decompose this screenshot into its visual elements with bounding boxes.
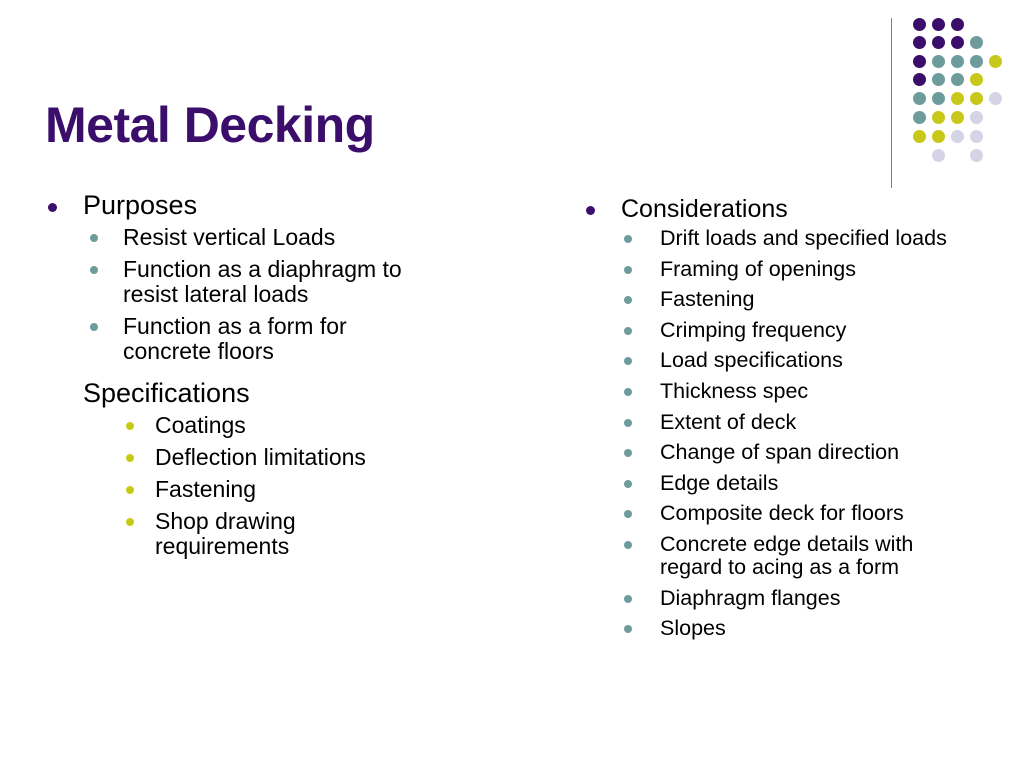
list-item-text: Diaphragm flanges: [660, 585, 841, 610]
bullet-dot-icon: [126, 486, 134, 494]
decorative-dot: [932, 111, 945, 124]
purposes-heading: Purposes: [83, 190, 198, 220]
decorative-dot: [913, 130, 926, 143]
list-item: [45, 477, 495, 502]
decorative-dot: [989, 92, 1002, 105]
purposes-list: [45, 225, 495, 364]
bullet-dot-icon: [624, 510, 632, 518]
decorative-dot: [913, 55, 926, 68]
list-item-text: Extent of deck: [660, 409, 797, 434]
list-item: [45, 445, 495, 470]
decorative-dot: [970, 36, 983, 49]
bullet-dot-icon: [126, 454, 134, 462]
decorative-dot: [932, 92, 945, 105]
bullet-dot-icon: [624, 480, 632, 488]
bullet-dot-icon: [624, 357, 632, 365]
list-item-text: Function as a diaphragm to resist lateral loads: [123, 256, 402, 307]
decorative-dot: [932, 149, 945, 162]
list-item: [583, 617, 1013, 640]
list-item-text: Crimping frequency: [660, 317, 847, 342]
list-item: [45, 413, 495, 438]
bullet-dot-icon: [624, 235, 632, 243]
specifications-list: [45, 413, 495, 559]
bullet-dot-icon: [624, 419, 632, 427]
list-item-text: Framing of openings: [660, 256, 856, 281]
list-item-text: Resist vertical Loads: [123, 224, 336, 250]
bullet-dot-icon: [624, 449, 632, 457]
list-item-text: Slopes: [660, 616, 726, 641]
bullet-dot-icon: [624, 296, 632, 304]
list-item: [583, 349, 1013, 372]
considerations-heading: Considerations: [621, 195, 788, 223]
list-item: [45, 257, 443, 307]
list-item-text: Edge details: [660, 470, 779, 495]
list-item-text: Change of span direction: [660, 440, 900, 465]
list-item-text: Load specifications: [660, 348, 843, 373]
specifications-heading: Specifications: [83, 378, 250, 408]
bullet-dot-icon: [624, 541, 632, 549]
bullet-dot-icon: [586, 206, 595, 215]
decorative-dot: [970, 130, 983, 143]
decorative-dot: [913, 18, 926, 31]
decorative-dot: [951, 130, 964, 143]
decorative-dot: [951, 111, 964, 124]
decorative-dot: [970, 92, 983, 105]
list-item: [583, 441, 1013, 464]
decorative-dot: [970, 55, 983, 68]
list-item-text: Fastening: [155, 476, 257, 502]
list-item: [45, 509, 435, 559]
decorative-divider-line: [891, 18, 892, 188]
decorative-dot: [970, 149, 983, 162]
list-item: [583, 319, 1013, 342]
bullet-dot-icon: [90, 266, 98, 274]
list-item: [45, 314, 423, 364]
list-item-text: Shop drawing requirements: [155, 508, 296, 559]
decorative-dot: [951, 73, 964, 86]
bullet-dot-icon: [90, 323, 98, 331]
bullet-dot-icon: [126, 422, 134, 430]
bullet-dot-icon: [126, 518, 134, 526]
considerations-heading-item: [583, 195, 1013, 223]
decorative-dot: [951, 92, 964, 105]
list-item: [583, 380, 1013, 403]
list-item: [583, 533, 980, 579]
list-item: [583, 288, 1013, 311]
bullet-dot-icon: [624, 266, 632, 274]
list-item: [583, 411, 1013, 434]
list-item: [583, 258, 1013, 281]
bullet-dot-icon: [624, 625, 632, 633]
decorative-dot: [932, 73, 945, 86]
list-item-text: Thickness spec: [660, 378, 809, 403]
list-item-text: Function as a form for concrete floors: [123, 313, 347, 364]
decorative-dot: [913, 36, 926, 49]
decorative-dot: [951, 36, 964, 49]
list-item-text: Fastening: [660, 287, 755, 312]
bullet-dot-icon: [90, 234, 98, 242]
bullet-dot-icon: [624, 595, 632, 603]
decorative-dot: [913, 92, 926, 105]
considerations-list: [583, 227, 1013, 640]
list-item-text: Coatings: [155, 412, 246, 438]
left-content-column: [45, 190, 495, 566]
decorative-dot: [932, 130, 945, 143]
decorative-dot: [932, 55, 945, 68]
slide-title: Metal Decking: [45, 97, 375, 153]
list-item-text: Deflection limitations: [155, 444, 366, 470]
list-item: [583, 227, 1013, 250]
purposes-heading-item: [45, 190, 495, 221]
list-item: [45, 225, 495, 250]
specifications-heading-item: [45, 378, 495, 409]
decorative-dot: [932, 36, 945, 49]
decorative-dot: [951, 55, 964, 68]
decorative-dot: [970, 111, 983, 124]
right-content-column: [583, 195, 1013, 648]
decorative-dot: [970, 73, 983, 86]
list-item: [583, 502, 1013, 525]
decorative-dot: [913, 111, 926, 124]
list-item-text: Concrete edge details with regard to acing as a form: [660, 531, 914, 579]
bullet-dot-icon: [624, 327, 632, 335]
list-item-text: Drift loads and specified loads: [660, 226, 947, 250]
decorative-dot: [951, 18, 964, 31]
list-item-text: Composite deck for floors: [660, 501, 904, 526]
list-item: [583, 472, 1013, 495]
bullet-dot-icon: [624, 388, 632, 396]
decorative-dot: [989, 55, 1002, 68]
list-item: [583, 587, 1013, 610]
decorative-dot: [932, 18, 945, 31]
bullet-dot-icon: [48, 203, 57, 212]
decorative-dot: [913, 73, 926, 86]
